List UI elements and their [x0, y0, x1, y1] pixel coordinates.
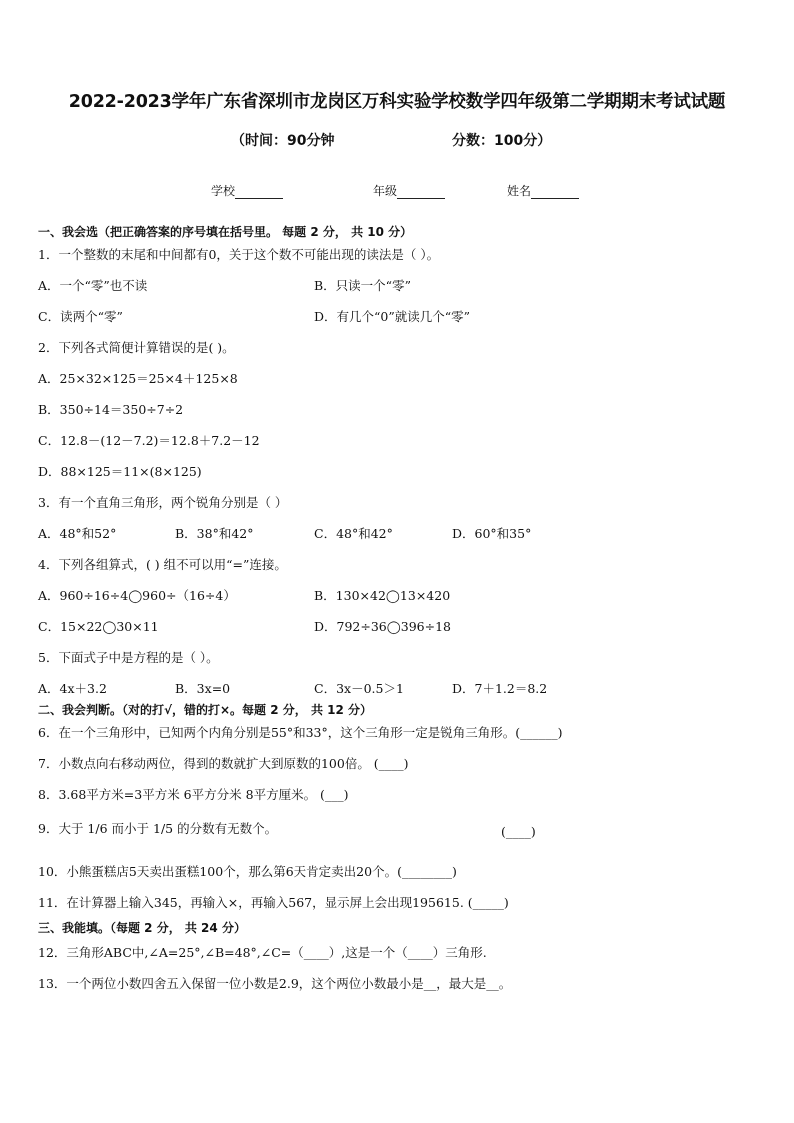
question-stem: 2．下列各式简便计算错误的是( )。 — [38, 340, 235, 355]
question-stem: 5．下面式子中是方程的是（ ）。 — [38, 650, 219, 665]
option-row — [38, 274, 758, 305]
option-b[interactable]: B．只读一个“零” — [314, 278, 411, 293]
option-d[interactable]: D．88×125＝11×(8×125) — [38, 464, 202, 479]
section-heading: 二、我会判断。（对的打√，错的打×。每题 2 分， 共 12 分） — [38, 703, 372, 717]
question-row — [38, 814, 758, 860]
question-stem: 4．下列各组算式，( ) 组不可以用“=”连接。 — [38, 557, 287, 572]
option-d[interactable]: D．有几个“0”就读几个“零” — [314, 309, 471, 324]
option-d[interactable]: D．792÷36◯396÷18 — [314, 619, 451, 634]
option-a[interactable]: A．一个“零”也不读 — [38, 278, 148, 293]
option-c[interactable]: C．读两个“零” — [38, 309, 123, 324]
question-stem: 1．一个整数的末尾和中间都有0，关于这个数不可能出现的读法是（ ）。 — [38, 247, 440, 262]
question-stem: 11．在计算器上输入345，再输入×，再输入567，显示屏上会出现195615. (_____) — [38, 895, 509, 910]
option-c[interactable]: C．3x－0.5＞1 — [314, 681, 404, 696]
option-c[interactable]: C．15×22◯30×11 — [38, 619, 159, 634]
option-c[interactable]: C．48°和42° — [314, 526, 393, 541]
option-row — [38, 522, 758, 553]
question-stem: 6．在一个三角形中，已知两个内角分别是55°和33°，这个三角形一定是锐角三角形。(______) — [38, 725, 563, 740]
option-b[interactable]: B．130×42◯13×420 — [314, 588, 451, 603]
exam-title: 2022-2023学年广东省深圳市龙岗区万科实验学校数学四年级第二学期期末考试试题 — [68, 92, 726, 112]
question-stem: 8．3.68平方米=3平方米 6平方分米 8平方厘米。 (___) — [38, 787, 349, 802]
section-heading: 一、我会选（把正确答案的序号填在括号里。 每题 2 分， 共 10 分） — [38, 225, 413, 239]
section-heading: 三、我能填。（每题 2 分， 共 24 分） — [38, 921, 246, 935]
question-stem: 13．一个两位小数四舍五入保留一位小数是2.9，这个两位小数最小是__，最大是__。 — [38, 976, 512, 991]
option-a[interactable]: A．4x＋3.2 — [38, 681, 107, 696]
question-stem: 3．有一个直角三角形，两个锐角分别是（ ） — [38, 495, 288, 510]
option-row — [38, 615, 758, 646]
option-c[interactable]: C．12.8－(12－7.2)＝12.8＋7.2－12 — [38, 433, 260, 448]
name-field — [507, 182, 579, 199]
name-label: 姓名 — [507, 184, 532, 198]
school-blank[interactable] — [235, 186, 283, 199]
name-blank[interactable] — [531, 186, 579, 199]
option-a[interactable]: A．960÷16÷4◯960÷（16÷4） — [38, 588, 236, 603]
option-row — [38, 677, 758, 699]
school-label: 学校 — [211, 184, 236, 198]
question-stem: 7．小数点向右移动两位，得到的数就扩大到原数的100倍。 (____) — [38, 756, 409, 771]
question-stem: 10．小熊蛋糕店5天卖出蛋糕100个，那么第6天肯定卖出20个。(________) — [38, 864, 457, 879]
score-label: 分数：100分） — [452, 133, 552, 149]
school-field — [211, 182, 283, 199]
option-d[interactable]: D．60°和35° — [452, 526, 532, 541]
option-b[interactable]: B．38°和42° — [175, 526, 254, 541]
option-d[interactable]: D．7＋1.2＝8.2 — [452, 681, 548, 696]
option-b[interactable]: B．350÷14＝350÷7÷2 — [38, 402, 184, 417]
grade-label: 年级 — [373, 184, 398, 198]
question-stem: 9．大于 1/6 而小于 1/5 的分数有无数个。 — [38, 821, 278, 836]
option-a[interactable]: A．48°和52° — [38, 526, 117, 541]
option-a[interactable]: A．25×32×125＝25×4＋125×8 — [38, 371, 238, 386]
time-label: （时间：90分钟 — [231, 133, 335, 149]
option-row — [38, 305, 758, 336]
answer-blank[interactable]: (____) — [501, 824, 536, 839]
exam-content — [38, 221, 758, 1003]
option-b[interactable]: B．3x=0 — [175, 681, 231, 696]
question-stem: 12．三角形ABC中,∠A=25°,∠B=48°,∠C=（____）,这是一个（____）三角形. — [38, 945, 487, 960]
option-row — [38, 584, 758, 615]
grade-blank[interactable] — [397, 186, 445, 199]
grade-field — [373, 182, 445, 199]
